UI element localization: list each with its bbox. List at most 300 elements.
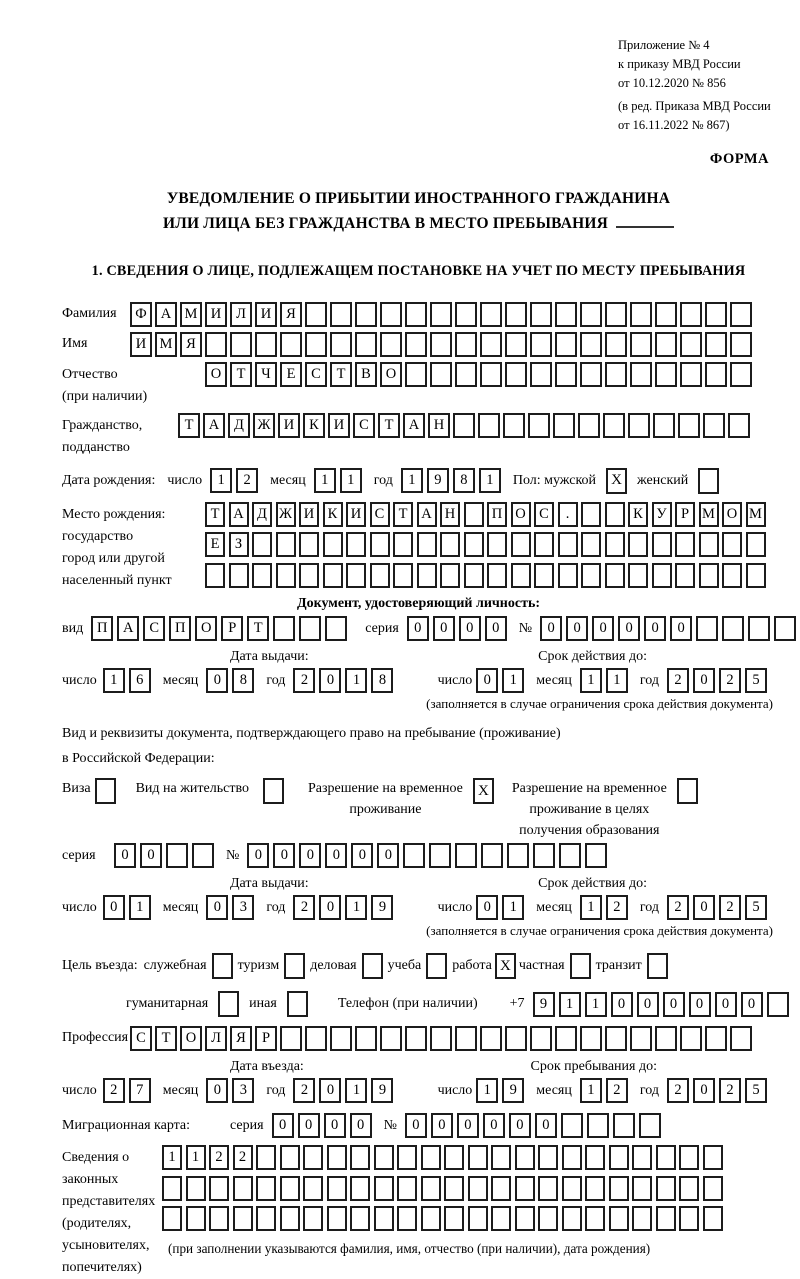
char-cell[interactable]: [530, 332, 552, 357]
char-cell[interactable]: [403, 843, 425, 868]
char-cell[interactable]: [630, 362, 652, 387]
char-cell[interactable]: И: [299, 502, 319, 527]
char-cell[interactable]: [675, 532, 695, 557]
char-cell[interactable]: Ж: [253, 413, 275, 438]
char-cell[interactable]: [487, 532, 507, 557]
char-cell[interactable]: [767, 992, 789, 1017]
char-cell[interactable]: [192, 843, 214, 868]
char-cell[interactable]: 1: [345, 895, 367, 920]
char-cell[interactable]: [730, 302, 752, 327]
char-cell[interactable]: [632, 1206, 652, 1231]
char-cell[interactable]: И: [255, 302, 277, 327]
purpose-study-checkbox[interactable]: [426, 953, 447, 979]
char-cell[interactable]: [746, 532, 766, 557]
char-cell[interactable]: Т: [178, 413, 200, 438]
char-cell[interactable]: 1: [585, 992, 607, 1017]
char-cell[interactable]: [330, 302, 352, 327]
char-cell[interactable]: Н: [440, 502, 460, 527]
char-cell[interactable]: [680, 362, 702, 387]
char-cell[interactable]: Т: [205, 502, 225, 527]
char-cell[interactable]: [405, 1026, 427, 1051]
char-cell[interactable]: 9: [371, 895, 393, 920]
char-cell[interactable]: [327, 1176, 347, 1201]
stay-year-input[interactable]: [667, 1078, 771, 1103]
char-cell[interactable]: 0: [693, 895, 715, 920]
char-cell[interactable]: [280, 1206, 300, 1231]
char-cell[interactable]: 0: [206, 895, 228, 920]
char-cell[interactable]: [370, 563, 390, 588]
char-cell[interactable]: [730, 1026, 752, 1051]
char-cell[interactable]: [505, 362, 527, 387]
char-cell[interactable]: 7: [129, 1078, 151, 1103]
permit-issue-day-input[interactable]: [103, 895, 155, 920]
char-cell[interactable]: О: [195, 616, 217, 641]
char-cell[interactable]: [455, 362, 477, 387]
permit-issue-year-input[interactable]: [293, 895, 397, 920]
char-cell[interactable]: 0: [319, 1078, 341, 1103]
char-cell[interactable]: Р: [255, 1026, 277, 1051]
char-cell[interactable]: [639, 1113, 661, 1138]
char-cell[interactable]: [609, 1176, 629, 1201]
char-cell[interactable]: К: [323, 502, 343, 527]
char-cell[interactable]: [585, 1145, 605, 1170]
temp-permit-checkbox[interactable]: X: [473, 778, 494, 804]
char-cell[interactable]: [455, 1026, 477, 1051]
char-cell[interactable]: 0: [741, 992, 763, 1017]
char-cell[interactable]: [679, 1176, 699, 1201]
char-cell[interactable]: [421, 1206, 441, 1231]
char-cell[interactable]: [303, 1176, 323, 1201]
char-cell[interactable]: 0: [298, 1113, 320, 1138]
char-cell[interactable]: [256, 1176, 276, 1201]
char-cell[interactable]: П: [487, 502, 507, 527]
char-cell[interactable]: [255, 332, 277, 357]
entry-day-input[interactable]: [103, 1078, 155, 1103]
char-cell[interactable]: [273, 616, 295, 641]
char-cell[interactable]: [507, 843, 529, 868]
char-cell[interactable]: 0: [476, 668, 498, 693]
char-cell[interactable]: [280, 1145, 300, 1170]
char-cell[interactable]: 1: [502, 668, 524, 693]
char-cell[interactable]: 3: [232, 895, 254, 920]
char-cell[interactable]: [421, 1176, 441, 1201]
char-cell[interactable]: [774, 616, 796, 641]
birth-month-input[interactable]: [314, 468, 366, 493]
char-cell[interactable]: [162, 1206, 182, 1231]
char-cell[interactable]: [355, 332, 377, 357]
char-cell[interactable]: [722, 532, 742, 557]
char-cell[interactable]: [305, 302, 327, 327]
char-cell[interactable]: 1: [580, 668, 602, 693]
entry-year-input[interactable]: [293, 1078, 397, 1103]
birth-year-input[interactable]: [401, 468, 505, 493]
char-cell[interactable]: [380, 302, 402, 327]
char-cell[interactable]: [233, 1206, 253, 1231]
char-cell[interactable]: М: [155, 332, 177, 357]
char-cell[interactable]: В: [355, 362, 377, 387]
char-cell[interactable]: М: [746, 502, 766, 527]
char-cell[interactable]: [613, 1113, 635, 1138]
char-cell[interactable]: 0: [693, 1078, 715, 1103]
char-cell[interactable]: О: [722, 502, 742, 527]
char-cell[interactable]: [256, 1145, 276, 1170]
char-cell[interactable]: 2: [667, 895, 689, 920]
char-cell[interactable]: У: [652, 502, 672, 527]
char-cell[interactable]: [299, 532, 319, 557]
char-cell[interactable]: М: [699, 502, 719, 527]
char-cell[interactable]: Д: [228, 413, 250, 438]
profession-input[interactable]: [130, 1026, 755, 1051]
char-cell[interactable]: [380, 332, 402, 357]
char-cell[interactable]: [555, 332, 577, 357]
representatives-input-line2[interactable]: [162, 1176, 726, 1201]
char-cell[interactable]: [397, 1206, 417, 1231]
char-cell[interactable]: [675, 563, 695, 588]
char-cell[interactable]: [581, 563, 601, 588]
char-cell[interactable]: [280, 332, 302, 357]
char-cell[interactable]: 2: [719, 1078, 741, 1103]
char-cell[interactable]: К: [628, 502, 648, 527]
char-cell[interactable]: 0: [247, 843, 269, 868]
purpose-official-checkbox[interactable]: [212, 953, 233, 979]
char-cell[interactable]: Т: [247, 616, 269, 641]
visa-checkbox[interactable]: [95, 778, 116, 804]
char-cell[interactable]: [703, 1145, 723, 1170]
char-cell[interactable]: [553, 413, 575, 438]
char-cell[interactable]: Н: [428, 413, 450, 438]
char-cell[interactable]: [562, 1206, 582, 1231]
char-cell[interactable]: 1: [186, 1145, 206, 1170]
char-cell[interactable]: 2: [667, 1078, 689, 1103]
purpose-transit-checkbox[interactable]: [647, 953, 668, 979]
char-cell[interactable]: [162, 1176, 182, 1201]
char-cell[interactable]: 0: [431, 1113, 453, 1138]
char-cell[interactable]: [580, 302, 602, 327]
char-cell[interactable]: С: [534, 502, 554, 527]
char-cell[interactable]: 0: [272, 1113, 294, 1138]
char-cell[interactable]: [464, 502, 484, 527]
char-cell[interactable]: 1: [210, 468, 232, 493]
char-cell[interactable]: 0: [663, 992, 685, 1017]
char-cell[interactable]: 0: [273, 843, 295, 868]
citizenship-input[interactable]: [178, 413, 753, 438]
purpose-tourism-checkbox[interactable]: [284, 953, 305, 979]
char-cell[interactable]: [605, 563, 625, 588]
char-cell[interactable]: [444, 1176, 464, 1201]
char-cell[interactable]: 1: [502, 895, 524, 920]
char-cell[interactable]: 0: [206, 668, 228, 693]
char-cell[interactable]: [559, 843, 581, 868]
char-cell[interactable]: 1: [340, 468, 362, 493]
purpose-humanitarian-checkbox[interactable]: [218, 991, 239, 1017]
char-cell[interactable]: Т: [330, 362, 352, 387]
char-cell[interactable]: [515, 1176, 535, 1201]
residence-permit-checkbox[interactable]: [263, 778, 284, 804]
char-cell[interactable]: [555, 1026, 577, 1051]
char-cell[interactable]: 1: [345, 668, 367, 693]
char-cell[interactable]: [511, 532, 531, 557]
char-cell[interactable]: [628, 413, 650, 438]
char-cell[interactable]: И: [205, 302, 227, 327]
char-cell[interactable]: 1: [103, 668, 125, 693]
char-cell[interactable]: [205, 563, 225, 588]
char-cell[interactable]: [530, 362, 552, 387]
char-cell[interactable]: [421, 1145, 441, 1170]
char-cell[interactable]: П: [91, 616, 113, 641]
char-cell[interactable]: 2: [233, 1145, 253, 1170]
char-cell[interactable]: И: [346, 502, 366, 527]
char-cell[interactable]: [505, 332, 527, 357]
char-cell[interactable]: 1: [559, 992, 581, 1017]
char-cell[interactable]: [355, 302, 377, 327]
char-cell[interactable]: [585, 1206, 605, 1231]
char-cell[interactable]: [397, 1176, 417, 1201]
doc-issue-day-input[interactable]: [103, 668, 155, 693]
char-cell[interactable]: 9: [502, 1078, 524, 1103]
char-cell[interactable]: 1: [580, 895, 602, 920]
char-cell[interactable]: А: [229, 502, 249, 527]
char-cell[interactable]: 0: [637, 992, 659, 1017]
char-cell[interactable]: [585, 1176, 605, 1201]
temp-permit-edu-checkbox[interactable]: [677, 778, 698, 804]
char-cell[interactable]: 9: [533, 992, 555, 1017]
char-cell[interactable]: [530, 1026, 552, 1051]
char-cell[interactable]: [374, 1176, 394, 1201]
char-cell[interactable]: [538, 1176, 558, 1201]
char-cell[interactable]: 2: [719, 895, 741, 920]
char-cell[interactable]: [205, 332, 227, 357]
char-cell[interactable]: [491, 1206, 511, 1231]
char-cell[interactable]: [233, 1176, 253, 1201]
doc-kind-input[interactable]: [91, 616, 351, 641]
char-cell[interactable]: [705, 332, 727, 357]
char-cell[interactable]: [515, 1145, 535, 1170]
char-cell[interactable]: 2: [293, 1078, 315, 1103]
char-cell[interactable]: [728, 413, 750, 438]
char-cell[interactable]: Л: [230, 302, 252, 327]
char-cell[interactable]: И: [328, 413, 350, 438]
char-cell[interactable]: [655, 302, 677, 327]
char-cell[interactable]: [166, 843, 188, 868]
char-cell[interactable]: [558, 563, 578, 588]
char-cell[interactable]: [229, 563, 249, 588]
char-cell[interactable]: [503, 413, 525, 438]
doc-issue-year-input[interactable]: [293, 668, 397, 693]
char-cell[interactable]: [405, 362, 427, 387]
char-cell[interactable]: 0: [405, 1113, 427, 1138]
char-cell[interactable]: 1: [476, 1078, 498, 1103]
char-cell[interactable]: [393, 532, 413, 557]
char-cell[interactable]: 0: [433, 616, 455, 641]
char-cell[interactable]: 8: [371, 668, 393, 693]
char-cell[interactable]: [491, 1145, 511, 1170]
char-cell[interactable]: [578, 413, 600, 438]
char-cell[interactable]: 2: [209, 1145, 229, 1170]
char-cell[interactable]: 0: [689, 992, 711, 1017]
char-cell[interactable]: [581, 532, 601, 557]
char-cell[interactable]: [528, 413, 550, 438]
char-cell[interactable]: 0: [644, 616, 666, 641]
char-cell[interactable]: Д: [252, 502, 272, 527]
char-cell[interactable]: [186, 1176, 206, 1201]
char-cell[interactable]: 0: [485, 616, 507, 641]
birth-day-input[interactable]: [210, 468, 262, 493]
sex-male-checkbox[interactable]: X: [606, 468, 627, 494]
phone-input[interactable]: [533, 992, 793, 1017]
doc-issue-month-input[interactable]: [206, 668, 258, 693]
char-cell[interactable]: З: [229, 532, 249, 557]
char-cell[interactable]: Р: [675, 502, 695, 527]
char-cell[interactable]: [609, 1206, 629, 1231]
char-cell[interactable]: [533, 843, 555, 868]
char-cell[interactable]: О: [180, 1026, 202, 1051]
char-cell[interactable]: 0: [324, 1113, 346, 1138]
char-cell[interactable]: 1: [314, 468, 336, 493]
char-cell[interactable]: [505, 1026, 527, 1051]
char-cell[interactable]: 2: [293, 895, 315, 920]
char-cell[interactable]: И: [278, 413, 300, 438]
doc-valid-year-input[interactable]: [667, 668, 771, 693]
char-cell[interactable]: 2: [103, 1078, 125, 1103]
char-cell[interactable]: [350, 1176, 370, 1201]
char-cell[interactable]: 2: [236, 468, 258, 493]
char-cell[interactable]: [605, 532, 625, 557]
char-cell[interactable]: [209, 1176, 229, 1201]
char-cell[interactable]: О: [380, 362, 402, 387]
char-cell[interactable]: 0: [566, 616, 588, 641]
char-cell[interactable]: [276, 563, 296, 588]
char-cell[interactable]: [481, 843, 503, 868]
char-cell[interactable]: [580, 1026, 602, 1051]
char-cell[interactable]: Ч: [255, 362, 277, 387]
char-cell[interactable]: [464, 532, 484, 557]
char-cell[interactable]: 0: [476, 895, 498, 920]
mig-card-number-input[interactable]: [405, 1113, 665, 1138]
char-cell[interactable]: [370, 532, 390, 557]
char-cell[interactable]: [430, 362, 452, 387]
char-cell[interactable]: [581, 502, 601, 527]
doc-valid-day-input[interactable]: [476, 668, 528, 693]
char-cell[interactable]: [256, 1206, 276, 1231]
char-cell[interactable]: 0: [459, 616, 481, 641]
char-cell[interactable]: [609, 1145, 629, 1170]
char-cell[interactable]: [405, 332, 427, 357]
char-cell[interactable]: [440, 532, 460, 557]
char-cell[interactable]: А: [203, 413, 225, 438]
char-cell[interactable]: [487, 563, 507, 588]
char-cell[interactable]: [605, 302, 627, 327]
char-cell[interactable]: 1: [401, 468, 423, 493]
char-cell[interactable]: 0: [592, 616, 614, 641]
char-cell[interactable]: [679, 1145, 699, 1170]
char-cell[interactable]: [696, 616, 718, 641]
char-cell[interactable]: [491, 1176, 511, 1201]
char-cell[interactable]: [679, 1206, 699, 1231]
char-cell[interactable]: П: [169, 616, 191, 641]
char-cell[interactable]: [323, 532, 343, 557]
char-cell[interactable]: [703, 413, 725, 438]
char-cell[interactable]: 0: [377, 843, 399, 868]
char-cell[interactable]: [455, 332, 477, 357]
char-cell[interactable]: [722, 563, 742, 588]
char-cell[interactable]: 0: [715, 992, 737, 1017]
char-cell[interactable]: О: [205, 362, 227, 387]
char-cell[interactable]: Т: [155, 1026, 177, 1051]
char-cell[interactable]: 0: [483, 1113, 505, 1138]
char-cell[interactable]: А: [155, 302, 177, 327]
char-cell[interactable]: [405, 302, 427, 327]
char-cell[interactable]: [468, 1145, 488, 1170]
char-cell[interactable]: 1: [129, 895, 151, 920]
char-cell[interactable]: [655, 332, 677, 357]
char-cell[interactable]: [303, 1145, 323, 1170]
char-cell[interactable]: [374, 1145, 394, 1170]
char-cell[interactable]: Т: [230, 362, 252, 387]
char-cell[interactable]: 1: [162, 1145, 182, 1170]
char-cell[interactable]: [628, 563, 648, 588]
char-cell[interactable]: [555, 302, 577, 327]
char-cell[interactable]: [748, 616, 770, 641]
char-cell[interactable]: [393, 563, 413, 588]
char-cell[interactable]: С: [130, 1026, 152, 1051]
char-cell[interactable]: 5: [745, 668, 767, 693]
char-cell[interactable]: [252, 563, 272, 588]
char-cell[interactable]: К: [303, 413, 325, 438]
char-cell[interactable]: [276, 532, 296, 557]
char-cell[interactable]: [730, 332, 752, 357]
char-cell[interactable]: [511, 563, 531, 588]
char-cell[interactable]: 0: [509, 1113, 531, 1138]
char-cell[interactable]: [656, 1176, 676, 1201]
char-cell[interactable]: Е: [280, 362, 302, 387]
char-cell[interactable]: [346, 532, 366, 557]
char-cell[interactable]: [330, 1026, 352, 1051]
birth-place-input-line3[interactable]: [205, 563, 769, 588]
purpose-work-checkbox[interactable]: X: [495, 953, 516, 979]
char-cell[interactable]: Ж: [276, 502, 296, 527]
char-cell[interactable]: М: [180, 302, 202, 327]
char-cell[interactable]: [628, 532, 648, 557]
permit-series-input[interactable]: [114, 843, 218, 868]
char-cell[interactable]: [325, 616, 347, 641]
char-cell[interactable]: 0: [114, 843, 136, 868]
char-cell[interactable]: 0: [693, 668, 715, 693]
char-cell[interactable]: [699, 532, 719, 557]
char-cell[interactable]: [186, 1206, 206, 1231]
char-cell[interactable]: 5: [745, 1078, 767, 1103]
char-cell[interactable]: [444, 1206, 464, 1231]
char-cell[interactable]: 6: [129, 668, 151, 693]
char-cell[interactable]: [453, 413, 475, 438]
char-cell[interactable]: 0: [407, 616, 429, 641]
char-cell[interactable]: [327, 1206, 347, 1231]
char-cell[interactable]: [538, 1206, 558, 1231]
char-cell[interactable]: [656, 1145, 676, 1170]
char-cell[interactable]: [534, 532, 554, 557]
char-cell[interactable]: 2: [719, 668, 741, 693]
char-cell[interactable]: [534, 563, 554, 588]
char-cell[interactable]: 0: [618, 616, 640, 641]
char-cell[interactable]: 0: [319, 895, 341, 920]
char-cell[interactable]: 0: [540, 616, 562, 641]
char-cell[interactable]: Е: [205, 532, 225, 557]
char-cell[interactable]: 0: [670, 616, 692, 641]
char-cell[interactable]: [561, 1113, 583, 1138]
char-cell[interactable]: [562, 1145, 582, 1170]
sex-female-checkbox[interactable]: [698, 468, 719, 494]
char-cell[interactable]: [538, 1145, 558, 1170]
purpose-other-checkbox[interactable]: [287, 991, 308, 1017]
